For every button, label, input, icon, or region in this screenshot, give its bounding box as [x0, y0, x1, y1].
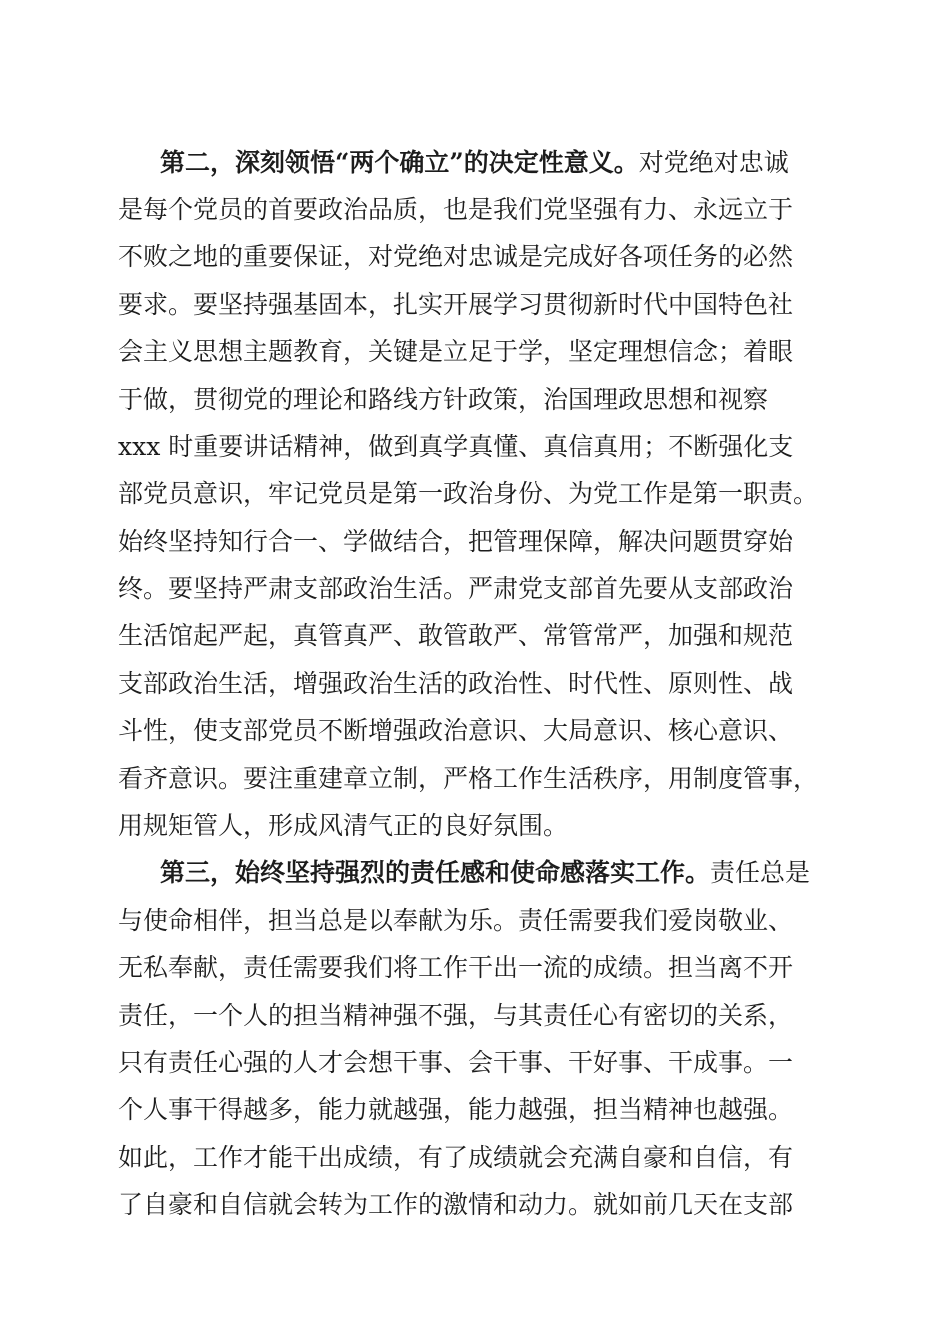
paragraph-2-line-6: 个人事干得越多，能力就越强，能力越强，担当精神也越强。 — [118, 1095, 794, 1124]
paragraph-1-text: 对党绝对忠诚 — [638, 148, 789, 177]
paragraph-1-line-13: 斗性，使支部党员不断增强政治意识、大局意识、核心意识、 — [118, 716, 794, 745]
paragraph-1-line-4: 要求。要坚持强基固本，扎实开展学习贯彻新时代中国特色社 — [118, 290, 794, 319]
paragraph-1-line-6: 于做，贯彻党的理论和路线方针政策，治国理政思想和视察 — [118, 385, 769, 414]
paragraph-2-text: 责任总是 — [710, 858, 811, 887]
paragraph-2-line-8: 了自豪和自信就会转为工作的激情和动力。就如前几天在支部 — [118, 1190, 794, 1219]
paragraph-2-line-4: 责任，一个人的担当精神强不强，与其责任心有密切的关系， — [118, 1001, 794, 1030]
paragraph-1-heading: 第二，深刻领悟“两个确立”的决定性意义。 — [160, 148, 639, 177]
paragraph-2-line-7: 如此，工作才能干出成绩，有了成绩就会充满自豪和自信，有 — [118, 1143, 794, 1172]
paragraph-1-line-7: xxx 时重要讲话精神，做到真学真懂、真信真用；不断强化支 — [118, 432, 794, 461]
paragraph-2-line-3: 无私奉献，责任需要我们将工作干出一流的成绩。担当离不开 — [118, 953, 794, 982]
paragraph-1-line-3: 不败之地的重要保证，对党绝对忠诚是完成好各项任务的必然 — [118, 242, 794, 271]
paragraph-1-line-12: 支部政治生活，增强政治生活的政治性、时代性、原则性、战 — [118, 669, 794, 698]
paragraph-1-line-15: 用规矩管人，形成风清气正的良好氛围。 — [118, 811, 569, 840]
paragraph-1-line-9: 始终坚持知行合一、学做结合，把管理保障，解决问题贯穿始 — [118, 527, 794, 556]
paragraph-1-line-10: 终。要坚持严肃支部政治生活。严肃党支部首先要从支部政治 — [118, 574, 794, 603]
paragraph-1-line-14: 看齐意识。要注重建章立制，严格工作生活秩序，用制度管事， — [118, 764, 819, 793]
paragraph-2-heading: 第三，始终坚持强烈的责任感和使命感落实工作。 — [160, 858, 711, 887]
paragraph-1-line-11: 生活馆起严起，真管真严、敢管敢严、常管常严，加强和规范 — [118, 621, 794, 650]
paragraph-1-line-1 — [160, 146, 880, 180]
paragraph-1-line-8: 部党员意识，牢记党员是第一政治身份、为党工作是第一职责。 — [118, 479, 819, 508]
paragraph-1-line-2: 是每个党员的首要政治品质，也是我们党坚强有力、永远立于 — [118, 195, 794, 224]
paragraph-2-line-2: 与使命相伴，担当总是以奉献为乐。责任需要我们爱岗敬业、 — [118, 906, 794, 935]
paragraph-2-line-5: 只有责任心强的人才会想干事、会干事、干好事、干成事。一 — [118, 1048, 794, 1077]
paragraph-2-line-1 — [160, 856, 880, 890]
paragraph-1-line-5: 会主义思想主题教育，关键是立足于学，坚定理想信念；着眼 — [118, 337, 794, 366]
